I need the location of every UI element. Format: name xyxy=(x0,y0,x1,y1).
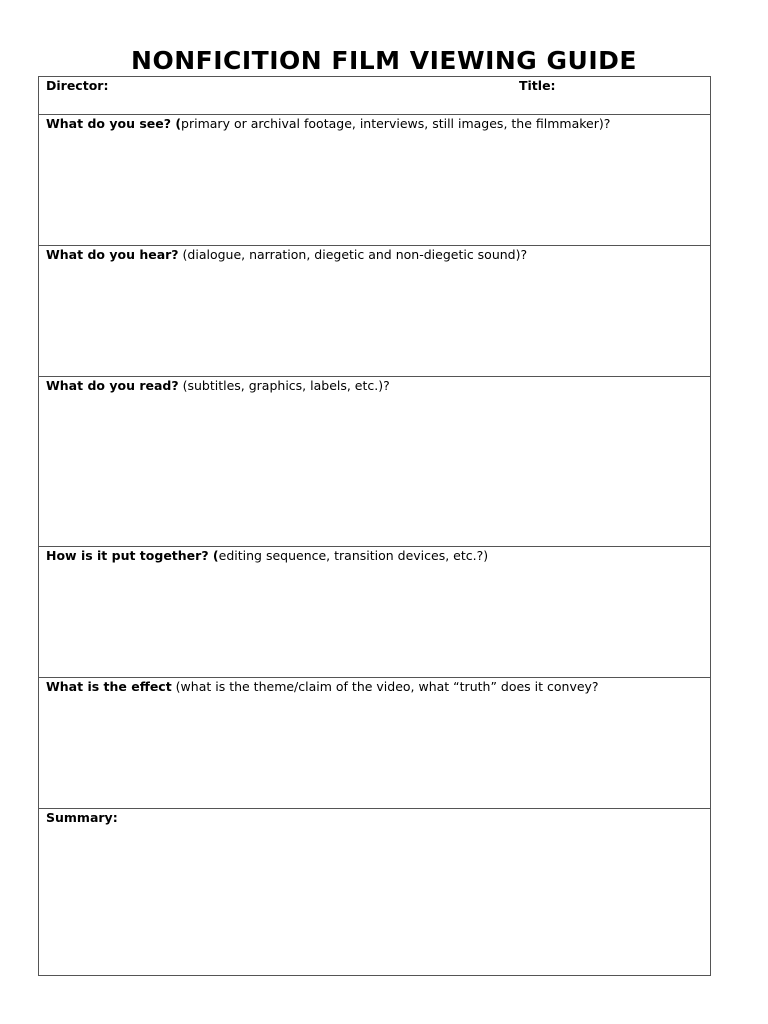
section-label: What do you see? ( xyxy=(46,116,182,131)
viewing-guide-table xyxy=(38,76,711,976)
section-prompt xyxy=(46,378,390,394)
section-label: What is the effect xyxy=(46,679,172,694)
section-hint: (what is the theme/claim of the video, what “truth” does it convey? xyxy=(171,679,599,694)
section-prompt xyxy=(46,810,118,826)
section-label: How is it put together? ( xyxy=(46,548,219,563)
info-row[interactable] xyxy=(39,77,710,114)
section-hint: (subtitles, graphics, labels, etc.)? xyxy=(178,378,390,393)
section-effect[interactable] xyxy=(39,677,710,808)
title-label: Title: xyxy=(519,78,556,93)
section-what-you-hear[interactable] xyxy=(39,245,710,376)
section-label: What do you hear? xyxy=(46,247,179,262)
section-label: What do you read? xyxy=(46,378,179,393)
section-prompt xyxy=(46,548,488,564)
director-label: Director: xyxy=(46,78,109,93)
section-hint: primary or archival footage, interviews, still images, the filmmaker)? xyxy=(181,116,611,131)
page-title: NONFICITION FILM VIEWING GUIDE xyxy=(131,46,637,75)
section-prompt xyxy=(46,247,527,263)
section-label: Summary: xyxy=(46,810,118,825)
section-summary[interactable] xyxy=(39,808,710,975)
section-what-you-see[interactable] xyxy=(39,114,710,245)
section-hint: editing sequence, transition devices, etc.?) xyxy=(218,548,489,563)
section-prompt xyxy=(46,116,610,132)
section-prompt xyxy=(46,679,599,695)
section-hint: (dialogue, narration, diegetic and non-diegetic sound)? xyxy=(178,247,528,262)
section-what-you-read[interactable] xyxy=(39,376,710,546)
section-how-put-together[interactable] xyxy=(39,546,710,677)
